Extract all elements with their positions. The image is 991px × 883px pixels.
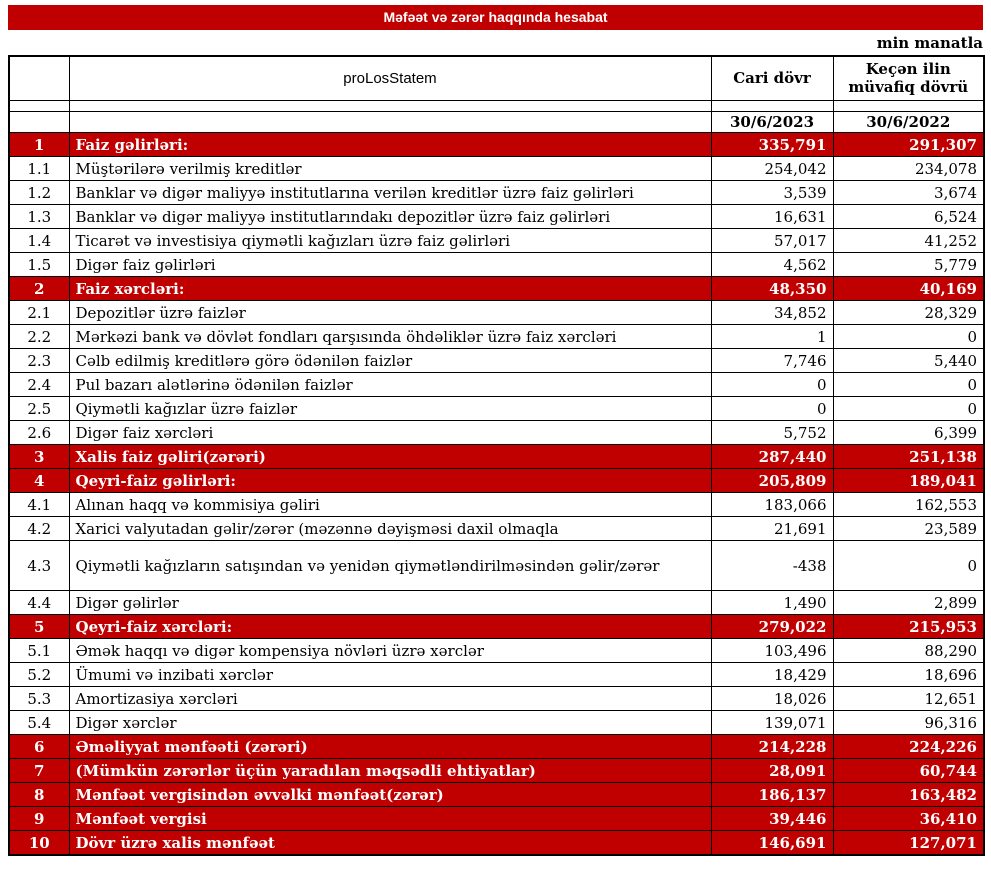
value-prior-period: 12,651 xyxy=(833,687,984,711)
row-number: 1.2 xyxy=(9,181,69,205)
value-prior-period: 5,440 xyxy=(833,349,984,373)
value-current-period: 18,429 xyxy=(711,663,833,687)
table-row xyxy=(9,277,984,301)
row-number: 5.1 xyxy=(9,639,69,663)
value-current-period: 103,496 xyxy=(711,639,833,663)
row-number: 5.4 xyxy=(9,711,69,735)
table-row xyxy=(9,711,984,735)
unit-label: min manatla xyxy=(876,34,983,52)
value-current-period: 39,446 xyxy=(711,807,833,831)
table-row xyxy=(9,591,984,615)
table-row xyxy=(9,181,984,205)
table-row xyxy=(9,663,984,687)
value-current-period: 5,752 xyxy=(711,421,833,445)
row-label: (Mümkün zərərlər üçün yaradılan məqsədli ehtiyatlar) xyxy=(69,759,711,783)
row-label: Digər gəlirlər xyxy=(69,591,711,615)
row-label: Ticarət və investisiya qiymətli kağızları üzrə faiz gəlirləri xyxy=(69,229,711,253)
header-statement-name: proLosStatem xyxy=(69,56,711,100)
value-current-period: 21,691 xyxy=(711,517,833,541)
value-prior-period: 2,899 xyxy=(833,591,984,615)
row-number: 2 xyxy=(9,277,69,301)
row-number: 2.4 xyxy=(9,373,69,397)
empty-cell xyxy=(9,111,69,133)
value-current-period: 139,071 xyxy=(711,711,833,735)
row-number: 8 xyxy=(9,783,69,807)
value-current-period: -438 xyxy=(711,541,833,591)
header-empty-cell xyxy=(9,56,69,100)
value-current-period: 205,809 xyxy=(711,469,833,493)
value-current-period: 0 xyxy=(711,373,833,397)
empty-cell xyxy=(833,100,984,111)
row-number: 2.5 xyxy=(9,397,69,421)
value-current-period: 0 xyxy=(711,397,833,421)
value-prior-period: 234,078 xyxy=(833,157,984,181)
row-label: Alınan haqq və kommisiya gəliri xyxy=(69,493,711,517)
row-label: Amortizasiya xərcləri xyxy=(69,687,711,711)
value-prior-period: 0 xyxy=(833,373,984,397)
row-label: Depozitlər üzrə faizlər xyxy=(69,301,711,325)
value-prior-period: 162,553 xyxy=(833,493,984,517)
row-label: Faiz xərcləri: xyxy=(69,277,711,301)
row-label: Xalis faiz gəliri(zərəri) xyxy=(69,445,711,469)
value-prior-period: 215,953 xyxy=(833,615,984,639)
table-row xyxy=(9,373,984,397)
value-current-period: 287,440 xyxy=(711,445,833,469)
row-number: 5.2 xyxy=(9,663,69,687)
row-number: 1.1 xyxy=(9,157,69,181)
row-number: 4.2 xyxy=(9,517,69,541)
table-row xyxy=(9,493,984,517)
table-row xyxy=(9,421,984,445)
row-label: Banklar və digər maliyyə institutlarındakı depozitlər üzrə faiz gəlirləri xyxy=(69,205,711,229)
table-row xyxy=(9,301,984,325)
table-row xyxy=(9,639,984,663)
table-row xyxy=(9,783,984,807)
row-number: 6 xyxy=(9,735,69,759)
row-label: Mənfəət vergisindən əvvəlki mənfəət(zərər) xyxy=(69,783,711,807)
value-prior-period: 18,696 xyxy=(833,663,984,687)
table-row xyxy=(9,831,984,855)
row-label: Mənfəət vergisi xyxy=(69,807,711,831)
value-current-period: 57,017 xyxy=(711,229,833,253)
table-row xyxy=(9,735,984,759)
value-prior-period: 6,399 xyxy=(833,421,984,445)
row-label: Əməliyyat mənfəəti (zərəri) xyxy=(69,735,711,759)
row-number: 4.4 xyxy=(9,591,69,615)
profit-loss-table xyxy=(8,55,985,856)
value-prior-period: 36,410 xyxy=(833,807,984,831)
row-number: 2.2 xyxy=(9,325,69,349)
row-number: 2.6 xyxy=(9,421,69,445)
header-current-period: Cari dövr xyxy=(711,56,833,100)
table-row xyxy=(9,157,984,181)
value-current-period: 214,228 xyxy=(711,735,833,759)
table-row xyxy=(9,133,984,157)
row-number: 4.3 xyxy=(9,541,69,591)
value-current-period: 18,026 xyxy=(711,687,833,711)
value-current-period: 34,852 xyxy=(711,301,833,325)
row-label: Qiymətli kağızlar üzrə faizlər xyxy=(69,397,711,421)
row-number: 10 xyxy=(9,831,69,855)
table-row xyxy=(9,469,984,493)
empty-cell xyxy=(69,100,711,111)
date-prior: 30/6/2022 xyxy=(833,111,984,133)
value-prior-period: 28,329 xyxy=(833,301,984,325)
date-current: 30/6/2023 xyxy=(711,111,833,133)
value-prior-period: 0 xyxy=(833,397,984,421)
row-number: 1.5 xyxy=(9,253,69,277)
row-label: Qeyri-faiz xərcləri: xyxy=(69,615,711,639)
value-current-period: 146,691 xyxy=(711,831,833,855)
row-label: Banklar və digər maliyyə institutlarına verilən kreditlər üzrə faiz gəlirləri xyxy=(69,181,711,205)
value-current-period: 28,091 xyxy=(711,759,833,783)
value-prior-period: 41,252 xyxy=(833,229,984,253)
row-number: 3 xyxy=(9,445,69,469)
value-prior-period: 251,138 xyxy=(833,445,984,469)
value-prior-period: 163,482 xyxy=(833,783,984,807)
row-label: Dövr üzrə xalis mənfəət xyxy=(69,831,711,855)
row-number: 1.3 xyxy=(9,205,69,229)
row-label: Digər faiz xərcləri xyxy=(69,421,711,445)
value-prior-period: 40,169 xyxy=(833,277,984,301)
row-label: Qiymətli kağızların satışından və yenidən qiymətləndirilməsindən gəlir/zərər xyxy=(69,541,711,591)
value-prior-period: 5,779 xyxy=(833,253,984,277)
value-prior-period: 96,316 xyxy=(833,711,984,735)
row-number: 4 xyxy=(9,469,69,493)
row-number: 1 xyxy=(9,133,69,157)
value-current-period: 4,562 xyxy=(711,253,833,277)
value-prior-period: 224,226 xyxy=(833,735,984,759)
table-row xyxy=(9,687,984,711)
row-number: 5 xyxy=(9,615,69,639)
value-prior-period: 0 xyxy=(833,325,984,349)
value-prior-period: 291,307 xyxy=(833,133,984,157)
value-current-period: 7,746 xyxy=(711,349,833,373)
row-label: Qeyri-faiz gəlirləri: xyxy=(69,469,711,493)
row-number: 2.3 xyxy=(9,349,69,373)
value-current-period: 279,022 xyxy=(711,615,833,639)
table-row xyxy=(9,253,984,277)
table-row xyxy=(9,541,984,591)
date-row xyxy=(9,111,984,133)
value-current-period: 16,631 xyxy=(711,205,833,229)
table-row xyxy=(9,349,984,373)
value-current-period: 335,791 xyxy=(711,133,833,157)
header-row xyxy=(9,56,984,100)
table-row xyxy=(9,517,984,541)
value-prior-period: 88,290 xyxy=(833,639,984,663)
table-row xyxy=(9,615,984,639)
table-row xyxy=(9,807,984,831)
header-prior-period: Keçən ilin müvafiq dövrü xyxy=(833,56,984,100)
table-body xyxy=(9,133,984,855)
row-label: Müştərilərə verilmiş kreditlər xyxy=(69,157,711,181)
empty-cell xyxy=(711,100,833,111)
empty-cell xyxy=(69,111,711,133)
row-label: Əmək haqqı və digər kompensiya növləri üzrə xərclər xyxy=(69,639,711,663)
value-current-period: 254,042 xyxy=(711,157,833,181)
row-label: Faiz gəlirləri: xyxy=(69,133,711,157)
row-label: Cəlb edilmiş kreditlərə görə ödənilən faizlər xyxy=(69,349,711,373)
value-prior-period: 60,744 xyxy=(833,759,984,783)
row-label: Ümumi və inzibati xərclər xyxy=(69,663,711,687)
value-prior-period: 189,041 xyxy=(833,469,984,493)
value-prior-period: 127,071 xyxy=(833,831,984,855)
table-row xyxy=(9,205,984,229)
value-current-period: 48,350 xyxy=(711,277,833,301)
spacer-row xyxy=(9,100,984,111)
row-label: Mərkəzi bank və dövlət fondları qarşısında öhdəliklər üzrə faiz xərcləri xyxy=(69,325,711,349)
table-row xyxy=(9,445,984,469)
value-current-period: 1,490 xyxy=(711,591,833,615)
table-row xyxy=(9,759,984,783)
value-current-period: 3,539 xyxy=(711,181,833,205)
value-current-period: 1 xyxy=(711,325,833,349)
value-current-period: 186,137 xyxy=(711,783,833,807)
row-number: 7 xyxy=(9,759,69,783)
table-row xyxy=(9,229,984,253)
table-row xyxy=(9,397,984,421)
report-title: Məfəət və zərər haqqında hesabat xyxy=(8,5,983,30)
value-prior-period: 0 xyxy=(833,541,984,591)
value-prior-period: 3,674 xyxy=(833,181,984,205)
value-prior-period: 6,524 xyxy=(833,205,984,229)
row-label: Digər faiz gəlirləri xyxy=(69,253,711,277)
table-row xyxy=(9,325,984,349)
empty-cell xyxy=(9,100,69,111)
row-number: 2.1 xyxy=(9,301,69,325)
row-label: Digər xərclər xyxy=(69,711,711,735)
value-current-period: 183,066 xyxy=(711,493,833,517)
row-label: Pul bazarı alətlərinə ödənilən faizlər xyxy=(69,373,711,397)
row-number: 4.1 xyxy=(9,493,69,517)
row-label: Xarici valyutadan gəlir/zərər (məzənnə dəyişməsi daxil olmaqla xyxy=(69,517,711,541)
row-number: 9 xyxy=(9,807,69,831)
value-prior-period: 23,589 xyxy=(833,517,984,541)
row-number: 1.4 xyxy=(9,229,69,253)
row-number: 5.3 xyxy=(9,687,69,711)
